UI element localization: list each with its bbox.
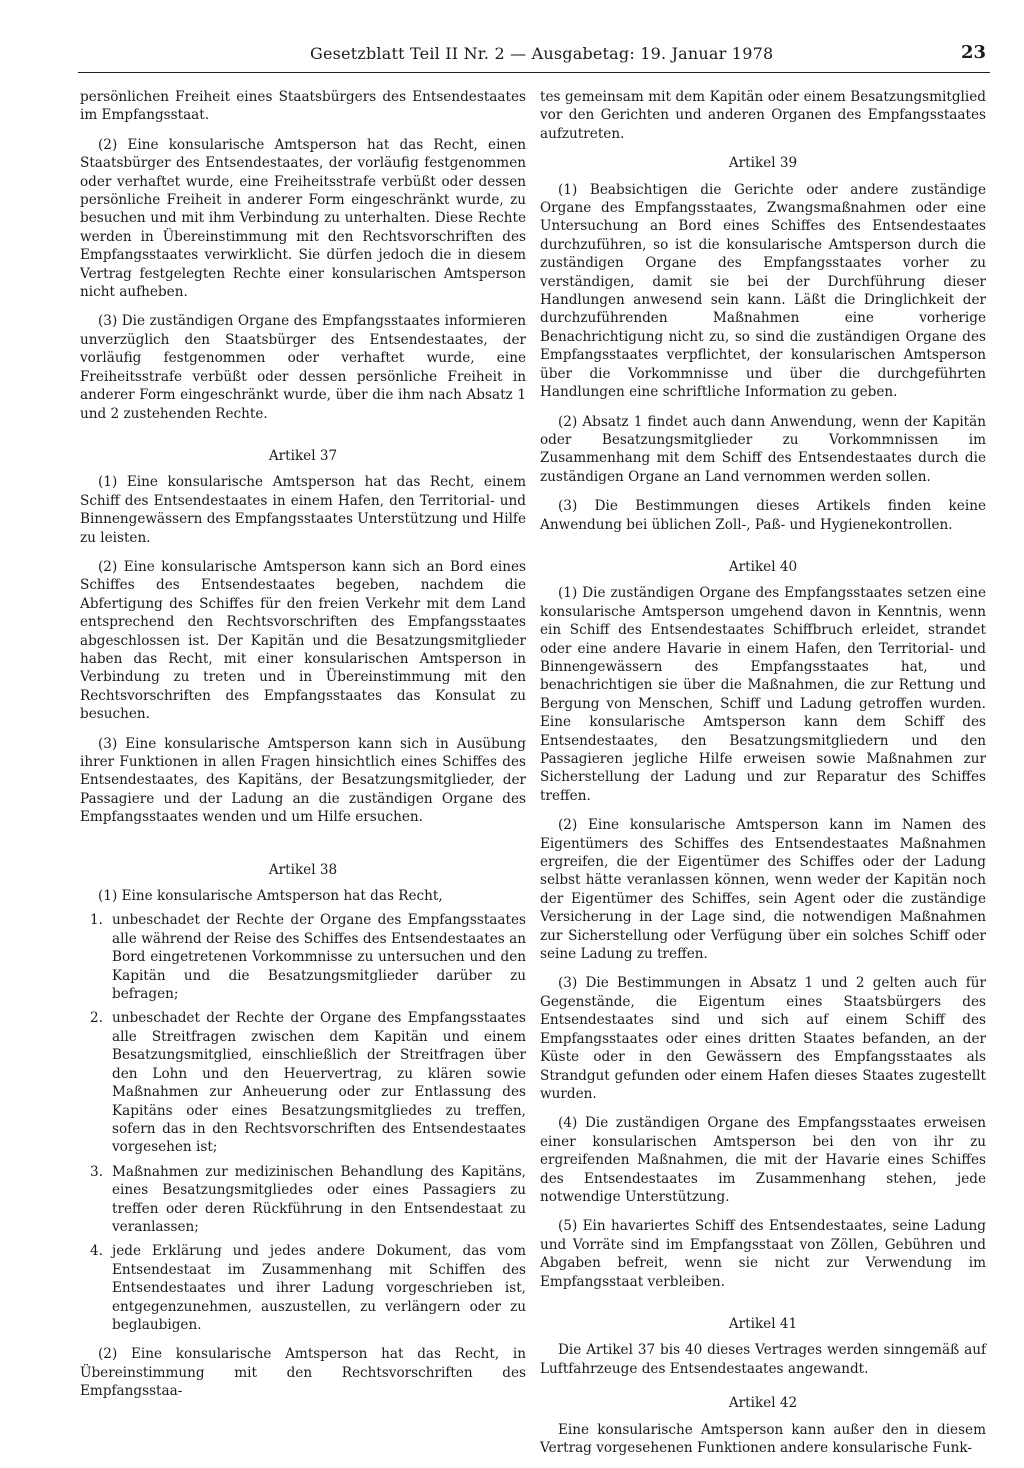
paragraph: (2) Eine konsularische Amtsperson hat das Recht, in Übereinstimmung mit den Rechtsvorschriften des Empfangsstaa- <box>80 1346 526 1400</box>
paragraph: (2) Eine konsularische Amtsperson kann im Namen des Eigentümers des Schiffes des Entsendestaates Maßnahmen ergreifen, die der Eigentümer des Schiffes oder der Ladung selbst hätte veranlassen können, wenn weder der Kapitän noch der Eigentümer des Schiffes, sein Agent oder die zuständige Versicherung in der Lage sind, die notwendigen Maßnahmen zur Sicherstellung oder Verfügung über ein solches Schiff oder seine Ladung zu treffen. <box>540 817 986 963</box>
paragraph: Eine konsularische Amtsperson kann außer den in diesem Vertrag vorgesehenen Funktionen andere konsularische Funk- <box>540 1421 986 1456</box>
paragraph: (1) Eine konsularische Amtsperson hat das Recht, <box>98 888 443 905</box>
page-number: 23 <box>960 42 986 63</box>
list-item-text: Maßnahmen zur medizinischen Behandlung des Kapitäns, eines Besatzungsmitgliedes oder eines Passagiers zu treffen oder deren Rückführung in den Entsendestaat zu veranlassen; <box>112 1163 526 1235</box>
paragraph: (1) Eine konsularische Amtsperson hat das Recht, einem Schiff des Entsendestaates in einem Hafen, den Territorial- und Binnengewässern des Empfangsstaates Unterstützung und Hilfe zu leisten. <box>80 474 527 546</box>
article-heading: Artikel 41 <box>728 1315 798 1332</box>
list-item-number: 2. <box>90 1010 103 1027</box>
paragraph: (1) Die zuständigen Organe des Empfangsstaates setzen eine konsularische Amtsperson umgehend davon in Kenntnis, wenn ein Schiff des Entsendestaates Schiffbruch erleidet, strandet oder eine andere Havarie in einem Hafen, den Territorial- und Binnengewässern des Empfangsstaates hat, und benachrichtigen sie über die Maßnahmen, die zur Rettung und Bergung von Menschen, Schiff und Ladung getroffen wurden. Eine konsularische Amtsperson kann dem Schiff des Entsendestaates, den Besatzungsmitgliedern und den Passagieren jegliche Hilfe erweisen sowie Maßnahmen zur Sicherstellung der Ladung und zur Reparatur des Schiffes treffen. <box>540 585 986 804</box>
article-heading: Artikel 37 <box>268 447 338 464</box>
left-column <box>80 88 526 1412</box>
paragraph: (3) Die zuständigen Organe des Empfangsstaates informieren unverzüglich den Staatsbürger des Entsendestaates, der vorläufig festgenommen oder verhaftet wurde, eine Freiheitsstrafe verbüßt oder dessen persönliche Freiheit in anderer Form eingeschränkt wurde, über die ihm nach Absatz 1 und 2 zustehenden Rechte. <box>80 313 526 422</box>
paragraph: (3) Die Bestimmungen in Absatz 1 und 2 gelten auch für Gegenstände, die Eigentum eines Staatsbürgers des Entsendestaates sind und sich auf einem Schiff des Empfangsstaates oder eines dritten Staates befanden, an der Küste oder in den Gewässern des Empfangsstaates als Strandgut gefunden oder einem Hafen dieses Staates zugestellt wurden. <box>540 975 986 1102</box>
list-item <box>80 1242 526 1334</box>
paragraph-continuation: tes gemeinsam mit dem Kapitän oder einem Besatzungsmitglied vor den Gerichten und anderen Organen des Empfangsstaates aufzutreten. <box>540 89 986 142</box>
paragraph: (3) Die Bestimmungen dieses Artikels finden keine Anwendung bei üblichen Zoll-, Paß- und Hygienekontrollen. <box>540 498 986 533</box>
paragraph: (2) Absatz 1 findet auch dann Anwendung, wenn der Kapitän oder Besatzungsmitglieder zu Vorkommnissen im Zusammenhang mit dem Schiff des Entsendestaates durch die zuständigen Organe an Land vernommen werden sollen. <box>540 413 986 485</box>
list-item-number: 3. <box>90 1163 103 1180</box>
article-heading: Artikel 39 <box>728 155 798 172</box>
paragraph: Die Artikel 37 bis 40 dieses Vertrages werden sinngemäß auf Luftfahrzeuge des Entsendestaates angewandt. <box>540 1342 986 1377</box>
list-item-text: jede Erklärung und jedes andere Dokument, das vom Entsendestaat im Zusammenhang mit Schiffen des Entsendestaates und ihrer Ladung vorgeschrieben ist, entgegenzunehmen, auszustellen, zu verlängern oder zu beglaubigen. <box>112 1243 526 1333</box>
paragraph: (4) Die zuständigen Organe des Empfangsstaates erweisen einer konsularischen Amtsperson bei den von ihr zu ergreifenden Maßnahmen, die mit der Havarie eines Schiffes des Entsendestaates im Zusammenhang stehen, jede notwendige Unterstützung. <box>540 1115 986 1205</box>
list-item-text: unbeschadet der Rechte der Organe des Empfangsstaates alle Streitfragen zwischen dem Kapitän und einem Besatzungsmitglied, einschließlich der Streitfragen über den Lohn und den Heuervertrag, zu klären sowie Maßnahmen zur Anheuerung oder zur Entlassung des Kapitäns oder eines Besatzungsmitgliedes zu treffen, sofern das in den Rechtsvorschriften des Entsendestaates vorgesehen ist; <box>112 1010 526 1156</box>
header-title: Gesetzblatt Teil II Nr. 2 — Ausgabetag: 19. Januar 1978 <box>310 44 774 63</box>
paragraph: (5) Ein havariertes Schiff des Entsendestaates, seine Ladung und Vorräte sind im Empfangsstaat von Zöllen, Gebühren und Abgaben befreit, wenn sie nicht zur Verwendung im Empfangsstaat verbleiben. <box>540 1218 986 1290</box>
paragraph: (2) Eine konsularische Amtsperson kann sich an Bord eines Schiffes des Entsendestaates begeben, nachdem die Abfertigung des Schiffes für den freien Verkehr mit dem Land entsprechend den Rechtsvorschriften des Empfangsstaates abgeschlossen ist. Der Kapitän und die Besatzungsmitglieder haben das Recht, mit einer konsularischen Amtsperson in Verbindung zu treten und in Übereinstimmung mit den Rechtsvorschriften des Empfangsstaates das Konsulat zu besuchen. <box>80 558 526 723</box>
list-item-number: 1. <box>90 912 103 929</box>
paragraph-continuation: persönlichen Freiheit eines Staatsbürgers des Entsendestaates im Empfangsstaat. <box>80 89 526 124</box>
article-heading: Artikel 38 <box>268 861 338 878</box>
paragraph: (1) Beabsichtigen die Gerichte oder andere zuständige Organe des Empfangsstaates, Zwangsmaßnahmen oder eine Untersuchung an Bord eines Schiffes des Entsendestaates durchzuführen, so ist die konsularische Amtsperson durch die zuständigen Organe des Empfangsstaates vorher zu verständigen, damit sie bei der Durchführung dieser Handlungen anwesend sein kann. Läßt die Dringlichkeit der durchzuführenden Maßnahmen eine vorherige Benachrichtigung nicht zu, so sind die zuständigen Organe des Empfangsstaates verpflichtet, der konsularischen Amtsperson über die Vorkommnisse und über die durchgeführten Handlungen eine schriftliche Information zu geben. <box>540 181 986 401</box>
list-item <box>80 1163 526 1237</box>
article-heading: Artikel 42 <box>728 1395 798 1412</box>
list-item-number: 4. <box>90 1243 103 1260</box>
paragraph: (2) Eine konsularische Amtsperson hat das Recht, einen Staatsbürger des Entsendestaates, der vorläufig festgenommen oder verhaftet wurde, eine Freiheitsstrafe verbüßt oder dessen persönliche Freiheit in anderer Form eingeschränkt wurde, zu besuchen und mit ihm Verbindung zu unterhalten. Diese Rechte werden in Übereinstimmung mit den Rechtsvorschriften des Empfangsstaates verwirklicht. Sie dürfen jedoch die in diesem Vertrag festgelegten Rechte einer konsularischen Amtsperson nicht aufheben. <box>80 136 526 301</box>
list-item <box>80 911 526 1003</box>
right-column <box>540 88 986 1468</box>
page-header <box>78 42 990 73</box>
article-heading: Artikel 40 <box>728 558 798 575</box>
list-item <box>80 1009 526 1156</box>
list-item-text: unbeschadet der Rechte der Organe des Empfangsstaates alle während der Reise des Schiffes des Entsendestaates an Bord eingetretenen Vorkommnisse zu untersuchen und den Kapitän und die Besatzungsmitglieder darüber zu befragen; <box>112 912 526 1003</box>
paragraph: (3) Eine konsularische Amtsperson kann sich in Ausübung ihrer Funktionen in allen Fragen hinsichtlich eines Schiffes des Entsendestaates, des Kapitäns, der Besatzungsmitglieder, der Passagiere und der Ladung an die zuständigen Organe des Empfangsstaates wenden und um Hilfe ersuchen. <box>80 735 526 826</box>
